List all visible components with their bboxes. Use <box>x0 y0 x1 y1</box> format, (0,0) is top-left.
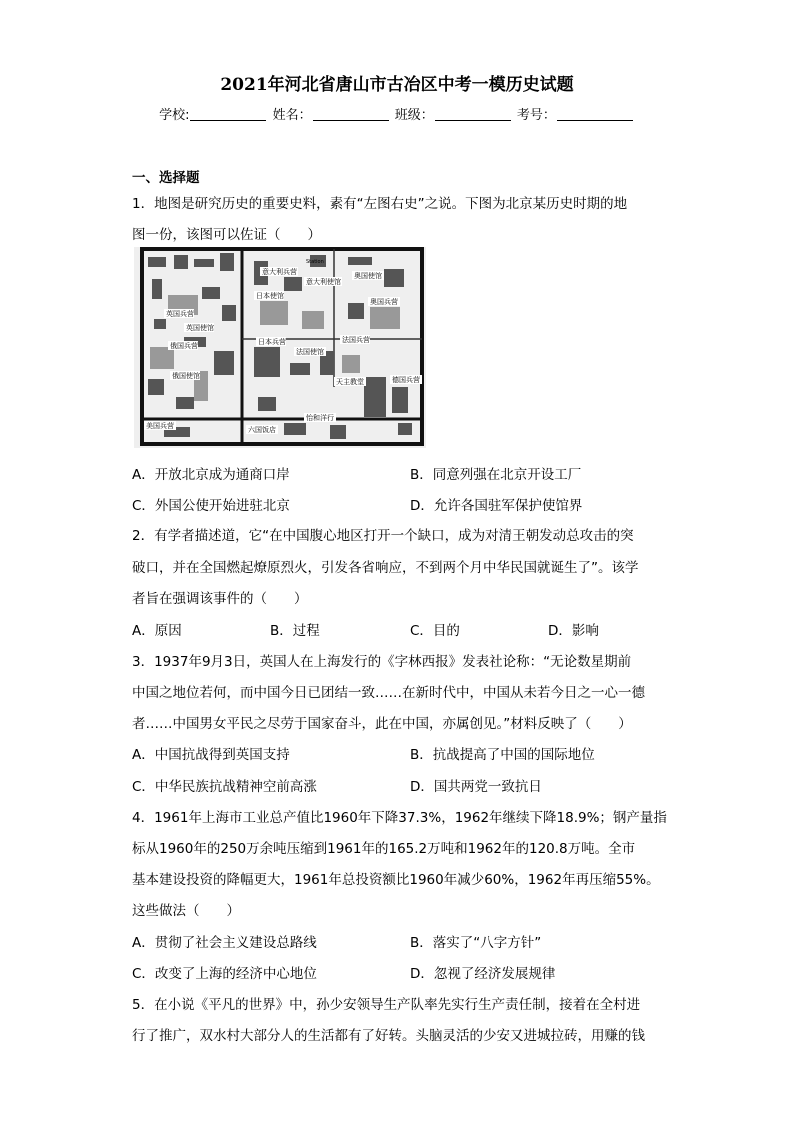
q3-option-c[interactable]: C．中华民族抗战精神空前高涨 <box>132 779 317 795</box>
q4-line-1: 4．1961年上海市工业总产值比1960年下降37.3%，1962年继续下降18.9%；钢产量指 <box>132 810 667 826</box>
map-label-austria-legation: 奥国使馆 <box>354 272 382 280</box>
q2-line-2: 破口，并在全国燃起燎原烈火，引发各省响应，不到两个月中华民国就诞生了”。该学 <box>132 560 639 576</box>
q1-option-a[interactable]: A．开放北京成为通商口岸 <box>132 467 290 483</box>
map-label-six-nations-hotel: 六国饭店 <box>248 426 276 434</box>
map-label-italy-legation: 意大利使馆 <box>306 278 341 286</box>
q4-line-4: 这些做法（ ） <box>132 903 240 919</box>
map-label-britain-barracks: 英国兵营 <box>166 310 194 318</box>
map-drawing <box>134 247 426 448</box>
map-label-catholic-church: 天主教堂 <box>336 378 364 386</box>
q2-line-3: 者旨在强调该事件的（ ） <box>132 591 308 607</box>
map-label-us-barracks: 美国兵营 <box>146 422 174 430</box>
q1-line-1: 1．地图是研究历史的重要史料，素有“左图右史”之说。下图为北京某历史时期的地 <box>132 196 628 212</box>
q5-line-1: 5．在小说《平凡的世界》中，孙少安领导生产队率先实行生产责任制，接着在全村进 <box>132 997 641 1013</box>
map-label-station: Station <box>306 259 324 265</box>
map-label-japan-barracks: 日本兵营 <box>258 338 286 346</box>
map-label-france-legation: 法国使馆 <box>296 348 324 356</box>
q1-option-d[interactable]: D．允许各国驻军保护使馆界 <box>410 498 583 514</box>
historical-map-image <box>134 247 426 448</box>
q2-option-d[interactable]: D．影响 <box>548 623 599 639</box>
q4-option-d[interactable]: D．忽视了经济发展规律 <box>410 966 556 982</box>
q4-option-b[interactable]: B．落实了“八字方针” <box>410 935 542 951</box>
section-heading: 一、选择题 <box>132 170 200 186</box>
map-label-germany-barracks: 德国兵营 <box>392 376 420 384</box>
school-field[interactable] <box>190 108 266 121</box>
name-label: 姓名： <box>272 108 312 123</box>
map-label-italy-barracks: 意大利兵营 <box>262 268 297 276</box>
q4-line-2: 标从1960年的250万余吨压缩到1961年的165.2万吨和1962年的120.8万吨。全市 <box>132 841 636 857</box>
q2-option-b[interactable]: B．过程 <box>270 623 320 639</box>
class-label: 班级： <box>394 108 434 123</box>
q3-option-d[interactable]: D．国共两党一致抗日 <box>410 779 542 795</box>
q2-option-a[interactable]: A．原因 <box>132 623 182 639</box>
name-field[interactable] <box>313 108 389 121</box>
map-label-japan-legation: 日本使馆 <box>256 292 284 300</box>
q1-line-2: 图一份，该图可以佐证（ ） <box>132 227 321 243</box>
map-label-russia-legation: 俄国使馆 <box>172 372 200 380</box>
q3-line-2: 中国之地位若何，而中国今日已团结一致……在新时代中，中国从未若今日之一心一德 <box>132 685 645 701</box>
q5-line-2: 行了推广，双水村大部分人的生活都有了好转。头脑灵活的少安又进城拉砖，用赚的钱 <box>132 1028 645 1044</box>
q3-line-1: 3．1937年9月3日，英国人在上海发行的《字林西报》发表社论称：“无论数星期前 <box>132 654 632 670</box>
q1-option-b[interactable]: B．同意列强在北京开设工厂 <box>410 467 582 483</box>
map-label-britain-legation: 英国使馆 <box>186 324 214 332</box>
q3-option-a[interactable]: A．中国抗战得到英国支持 <box>132 747 290 763</box>
id-label: 考号： <box>516 108 556 123</box>
school-label: 学校: <box>159 108 190 123</box>
q2-line-1: 2．有学者描述道，它“在中国腹心地区打开一个缺口，成为对清王朝发动总攻击的突 <box>132 528 634 544</box>
map-label-france-barracks: 法国兵营 <box>342 336 370 344</box>
map-label-russia-barracks: 俄国兵营 <box>170 342 198 350</box>
student-info-row <box>0 104 794 123</box>
q1-option-c[interactable]: C．外国公使开始进驻北京 <box>132 498 290 514</box>
class-field[interactable] <box>435 108 511 121</box>
q4-option-a[interactable]: A．贯彻了社会主义建设总路线 <box>132 935 317 951</box>
id-field[interactable] <box>557 108 633 121</box>
map-label-austria-barracks: 奥国兵营 <box>370 298 398 306</box>
page-title: 2021年河北省唐山市古冶区中考一模历史试题 <box>220 75 574 95</box>
q4-option-c[interactable]: C．改变了上海的经济中心地位 <box>132 966 317 982</box>
q2-option-c[interactable]: C．目的 <box>410 623 460 639</box>
q3-line-3: 者……中国男女平民之尽劳于国家奋斗，此在中国，亦属创见。”材料反映了（ ） <box>132 716 632 732</box>
q4-line-3: 基本建设投资的降幅更大，1961年总投资额比1960年减少60%，1962年再压缩55%。 <box>132 872 660 888</box>
map-label-jardine: 怡和洋行 <box>306 414 334 422</box>
q3-option-b[interactable]: B．抗战提高了中国的国际地位 <box>410 747 595 763</box>
